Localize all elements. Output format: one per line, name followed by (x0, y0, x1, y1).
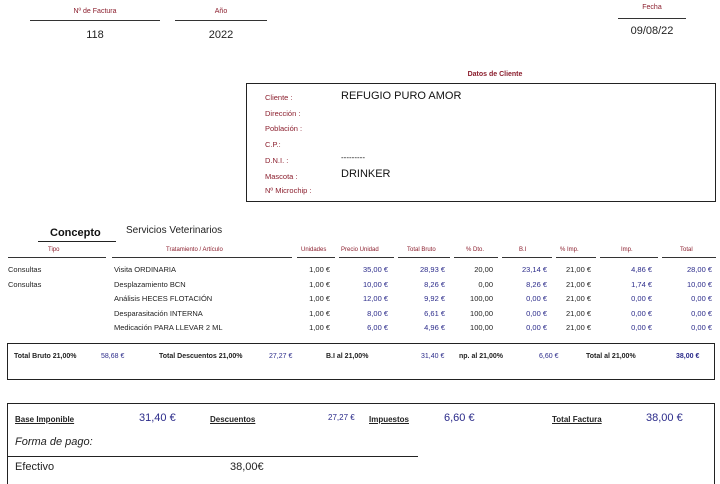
table-cell-pimp: 21,00 € (565, 323, 591, 332)
table-cell-precio: 35,00 € (362, 265, 388, 274)
col-header-dto: % Dto. (466, 247, 485, 253)
table-cell-pimp: 21,00 € (565, 294, 591, 303)
total-bruto-label: Total Bruto 21,00% (14, 353, 77, 360)
col-rule-dto (454, 257, 498, 258)
client-label-name: Cliente : (265, 93, 293, 102)
invoice-number-value: 118 (86, 29, 104, 41)
client-label-microchip: Nº Microchip : (265, 186, 312, 195)
client-label-dni: D.N.I. : (265, 156, 289, 165)
client-value-dni: --------- (341, 153, 365, 162)
col-rule-tratamiento (112, 257, 292, 258)
client-label-city: Población : (265, 124, 303, 133)
table-cell-imp: 0,00 € (631, 323, 652, 332)
table-cell-total: 0,00 € (691, 323, 712, 332)
col-header-bruto: Total Bruto (407, 247, 436, 253)
client-label-zip: C.P.: (265, 140, 281, 149)
summary-box (7, 403, 715, 484)
total-factura-value: 38,00 € (646, 412, 683, 424)
forma-pago-label: Forma de pago: (15, 436, 93, 448)
table-cell-bi: 8,26 € (526, 280, 547, 289)
table-cell-precio: 6,00 € (367, 323, 388, 332)
invoice-number-label: Nº de Factura (73, 8, 117, 15)
col-header-bi: B.I (519, 247, 527, 253)
table-cell-bruto: 6,61 € (424, 309, 445, 318)
table-cell-tratamiento: Desplazamiento BCN (114, 280, 186, 289)
table-cell-imp: 0,00 € (631, 309, 652, 318)
table-cell-tratamiento: Desparasitación INTERNA (114, 309, 203, 318)
col-header-tipo: Tipo (48, 247, 60, 253)
base-imponible-label: Base Imponible (15, 415, 75, 424)
client-value-name: REFUGIO PURO AMOR (341, 90, 462, 102)
table-cell-unidades: 1,00 € (309, 280, 330, 289)
table-cell-precio: 12,00 € (362, 294, 388, 303)
forma-pago-rule (8, 456, 418, 457)
table-cell-total: 10,00 € (686, 280, 712, 289)
table-cell-tipo: Consultas (8, 265, 42, 274)
total-final-label: Total al 21,00% (586, 353, 636, 360)
table-cell-tratamiento: Visita ORDINARIA (114, 265, 176, 274)
invoice-number-rule (30, 20, 160, 21)
col-rule-precio (339, 257, 394, 258)
table-cell-bruto: 9,92 € (424, 294, 445, 303)
table-cell-dto: 100,00 (470, 323, 493, 332)
total-bruto-value: 58,68 € (101, 353, 125, 360)
total-bi-label: B.I al 21,00% (326, 353, 369, 360)
col-rule-unidades (297, 257, 335, 258)
col-header-imp: Imp. (621, 247, 633, 253)
date-rule (618, 18, 686, 19)
date-label: Fecha (642, 4, 662, 11)
col-header-precio: Precio Unidad (341, 247, 379, 253)
col-header-pimp: % Imp. (560, 247, 579, 253)
total-imp-value: 6,60 € (539, 353, 559, 360)
table-cell-total: 28,00 € (686, 265, 712, 274)
client-box (246, 83, 716, 202)
impuestos-label: Impuestos (369, 415, 410, 424)
concept-underline (38, 241, 116, 242)
table-cell-pimp: 21,00 € (565, 280, 591, 289)
date-value: 09/08/22 (630, 25, 674, 37)
table-cell-precio: 10,00 € (362, 280, 388, 289)
year-rule (175, 20, 267, 21)
table-cell-unidades: 1,00 € (309, 323, 330, 332)
table-cell-imp: 4,86 € (631, 265, 652, 274)
client-section-title: Datos de Cliente (467, 71, 523, 78)
concept-value: Servicios Veterinarios (126, 225, 223, 236)
table-cell-pimp: 21,00 € (565, 309, 591, 318)
table-cell-tratamiento: Análisis HECES FLOTACIÓN (114, 294, 213, 303)
table-cell-bi: 0,00 € (526, 309, 547, 318)
table-cell-bi: 23,14 € (521, 265, 547, 274)
col-rule-tipo (8, 257, 106, 258)
table-cell-precio: 8,00 € (367, 309, 388, 318)
col-rule-bi (502, 257, 552, 258)
col-rule-total (662, 257, 716, 258)
table-cell-unidades: 1,00 € (309, 309, 330, 318)
table-cell-imp: 1,74 € (631, 280, 652, 289)
descuentos-label: Descuentos (210, 415, 256, 424)
table-cell-dto: 100,00 (470, 309, 493, 318)
table-cell-bruto: 28,93 € (419, 265, 445, 274)
col-header-tratamiento: Tratamiento / Artículo (166, 247, 223, 253)
table-cell-bruto: 4,96 € (424, 323, 445, 332)
client-label-pet: Mascota : (265, 172, 298, 181)
table-cell-total: 0,00 € (691, 294, 712, 303)
table-cell-tratamiento: Medicación PARA LLEVAR 2 ML (114, 323, 223, 332)
payment-method: Efectivo (15, 461, 55, 473)
table-cell-dto: 0,00 (478, 280, 493, 289)
table-cell-total: 0,00 € (691, 309, 712, 318)
table-cell-bi: 0,00 € (526, 323, 547, 332)
total-imp-label: np. al 21,00% (459, 353, 503, 360)
total-factura-label: Total Factura (552, 415, 602, 424)
year-value: 2022 (208, 29, 234, 41)
descuentos-value: 27,27 € (328, 413, 355, 422)
impuestos-value: 6,60 € (444, 412, 475, 424)
table-cell-dto: 100,00 (470, 294, 493, 303)
col-rule-bruto (398, 257, 450, 258)
concept-label: Concepto (50, 227, 101, 239)
table-cell-imp: 0,00 € (631, 294, 652, 303)
client-label-address: Dirección : (265, 109, 301, 118)
total-bi-value: 31,40 € (421, 353, 445, 360)
table-cell-dto: 20,00 (474, 265, 493, 274)
col-header-total: Total (680, 247, 693, 253)
table-cell-bruto: 8,26 € (424, 280, 445, 289)
col-rule-imp (600, 257, 658, 258)
col-header-unidades: Unidades (301, 247, 327, 253)
total-descuentos-value: 27,27 € (269, 353, 293, 360)
totals-box (7, 343, 715, 380)
table-cell-unidades: 1,00 € (309, 294, 330, 303)
table-cell-tipo: Consultas (8, 280, 42, 289)
table-cell-unidades: 1,00 € (309, 265, 330, 274)
table-cell-pimp: 21,00 € (565, 265, 591, 274)
table-cell-bi: 0,00 € (526, 294, 547, 303)
col-rule-pimp (556, 257, 596, 258)
base-imponible-value: 31,40 € (139, 412, 176, 424)
total-descuentos-label: Total Descuentos 21,00% (159, 353, 243, 360)
payment-amount: 38,00€ (230, 461, 264, 473)
client-value-pet: DRINKER (341, 168, 391, 180)
year-label: Año (214, 8, 228, 15)
total-final-value: 38,00 € (676, 353, 700, 360)
